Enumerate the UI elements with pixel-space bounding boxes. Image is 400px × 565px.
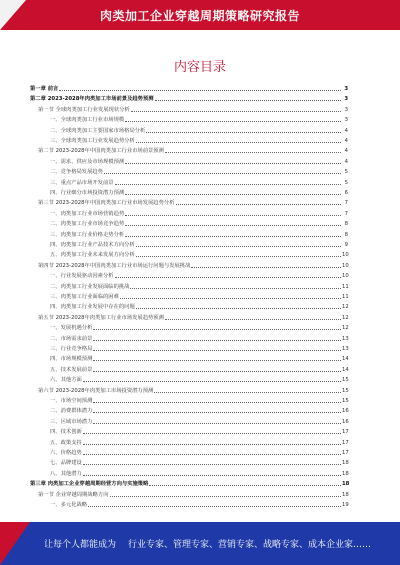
toc-entry-title: 二、肉类加工行业市场竞争趋势 [50, 221, 125, 228]
toc-entry-title: 三、区域市场潜力 [50, 418, 93, 425]
toc-entry-title: 五、技术发展前景 [50, 366, 93, 373]
toc-entry-title: 一、市场空间预测 [50, 398, 93, 404]
toc-leader-dots [125, 225, 341, 226]
toc-entry[interactable] [30, 230, 348, 238]
toc-page-number: 13 [342, 346, 349, 352]
toc-entry-title: 二、肉类加工行业发展面临的挑战 [50, 283, 130, 290]
toc-entry-title: 第一章 前言 [30, 86, 59, 92]
toc-entry-title: 第一节 企业穿越周期战略方向 [38, 491, 109, 498]
toc-page-number: 5 [344, 179, 348, 186]
toc-entry[interactable] [30, 438, 348, 446]
toc-page-number: 17 [342, 429, 349, 436]
toc-entry[interactable] [30, 323, 348, 331]
toc-entry[interactable] [30, 136, 348, 144]
report-title: 肉类加工企业穿越周期策略研究报告 [99, 9, 300, 23]
toc-entry-title: 五、政策支持 [50, 439, 82, 446]
toc-leader-dots [115, 277, 341, 278]
toc-entry-title: 第二章 2023-2028年肉类加工市场前景及趋势预测 [30, 96, 154, 103]
toc-page-number: 11 [342, 283, 349, 290]
toc-page-number: 10 [342, 262, 349, 269]
toc-leader-dots [136, 308, 341, 309]
toc-page-number: 12 [342, 304, 349, 311]
toc-leader-dots [154, 392, 341, 393]
toc-leader-dots [93, 402, 341, 403]
toc-entry-title: 一、行业发展驱动因素分析 [50, 273, 114, 280]
toc-leader-dots [130, 288, 341, 289]
toc-entry[interactable] [30, 396, 348, 404]
toc-page-number: 4 [344, 138, 348, 144]
toc-leader-dots [88, 506, 341, 507]
toc-page-number: 13 [342, 335, 349, 342]
toc-entry[interactable] [30, 406, 348, 414]
toc-entry[interactable] [30, 105, 348, 113]
toc-entry[interactable] [30, 490, 348, 498]
toc-page-number: 16 [342, 408, 349, 415]
toc-entry[interactable] [30, 479, 348, 487]
toc-entry[interactable] [30, 375, 348, 383]
toc-entry-title: 四、肉类加工行业发展中存在的问题 [50, 304, 135, 311]
toc-page-number: 12 [342, 325, 349, 332]
toc-leader-dots [93, 340, 341, 341]
toc-page-number: 4 [344, 148, 348, 155]
toc-page-number: 11 [342, 294, 349, 300]
toc-entry[interactable] [30, 386, 348, 394]
toc-heading: 内容目录 [173, 60, 226, 75]
toc-entry-title: 六、其他方面 [50, 377, 82, 384]
toc-page-number: 4 [344, 127, 348, 134]
toc-entry[interactable] [30, 240, 348, 248]
toc-page-number: 19 [342, 502, 349, 508]
toc-page-number: 3 [344, 86, 348, 92]
toc-page-number: 10 [342, 273, 349, 280]
toc-entry[interactable] [30, 167, 348, 175]
toc-page-number: 3 [344, 96, 348, 103]
toc-entry[interactable] [30, 365, 348, 373]
toc-page-number: 14 [342, 356, 349, 363]
toc-leader-dots [125, 194, 341, 195]
toc-entry[interactable] [30, 282, 348, 290]
toc-entry[interactable] [30, 115, 348, 123]
toc-leader-dots [146, 132, 341, 133]
toc-page-number: 18 [342, 470, 349, 477]
toc-entry-title: 一、发展机遇分析 [50, 325, 93, 332]
toc-entry-title: 三、全球肉类加工行业发展趋势分析 [50, 138, 135, 144]
toc-leader-dots [104, 173, 341, 174]
toc-page-number: 14 [342, 366, 349, 373]
toc-leader-dots [176, 204, 342, 205]
toc-leader-dots [93, 329, 341, 330]
toc-page-number: 10 [342, 252, 349, 259]
toc-leader-dots [83, 433, 341, 434]
toc-entry[interactable] [30, 271, 348, 279]
toc-page-number: 17 [342, 450, 349, 456]
toc-page-number: 8 [344, 231, 348, 238]
toc-entry-title: 第三章 肉类加工企业穿越周期经营方向与实施策略 [30, 481, 149, 488]
toc-entry[interactable] [30, 417, 348, 425]
toc-leader-dots [83, 444, 341, 445]
toc-entry-title: 四、技术创新 [50, 429, 82, 436]
toc-page-number: 18 [342, 481, 350, 488]
toc-page-number: 6 [344, 190, 348, 196]
toc-entry-title: 第五节 2023-2028年肉类加工行业市场发展趋势预测 [38, 314, 164, 321]
toc-leader-dots [59, 90, 341, 91]
toc-entry-title: 三、重点产品市场开发前景 [50, 179, 114, 186]
toc-page-number: 15 [342, 398, 349, 404]
toc-page-number: 16 [342, 418, 349, 425]
toc-entry[interactable] [30, 334, 348, 342]
toc-page-number: 3 [344, 106, 348, 113]
toc-entry-title: 四、市场规模预测 [50, 356, 93, 363]
toc-entry[interactable] [30, 302, 348, 310]
toc-leader-dots [83, 464, 341, 465]
toc-leader-dots [125, 121, 341, 122]
toc-page-number: 7 [344, 210, 348, 217]
toc-entry[interactable] [30, 458, 348, 466]
toc-entry-title: 三、肉类加工行业面临的困难 [50, 294, 119, 300]
toc-entry-title: 五、肉类加工行业未来发展方向分析 [50, 252, 135, 259]
toc-entry-title: 二、全球肉类加工主要国家市场格局分析 [50, 127, 146, 134]
toc-page-number: 3 [344, 117, 348, 124]
toc-entry-title: 六、价格趋势 [50, 450, 82, 456]
toc-page-number: 18 [342, 491, 349, 498]
toc-leader-dots [115, 184, 341, 185]
toc-page-number: 7 [344, 200, 348, 207]
toc-entry-title: 四、肉类加工行业产品技术方向分析 [50, 242, 135, 248]
toc-entry[interactable] [30, 94, 348, 102]
toc-entry-title: 八、其他潜力 [50, 470, 82, 477]
toc-entry[interactable] [30, 469, 348, 477]
toc-leader-dots [136, 256, 341, 257]
toc-page-number: 8 [344, 221, 348, 228]
toc-entry-title: 二、市场需求前景 [50, 335, 93, 342]
toc-entry[interactable] [30, 313, 348, 321]
toc-leader-dots [83, 454, 341, 455]
footer-expert-list: 行业专家、管理专家、营销专家、战略专家、成本企业家…… [128, 540, 372, 550]
toc-entry-title: 第二节 2023-2028年中国肉类加工行业市场前景预测 [38, 148, 164, 155]
header-banner [0, 0, 400, 30]
toc-entry-title: 第四节 2023-2028年中国肉类加工行业市场运行问题与发展挑战 [38, 262, 191, 269]
toc-leader-dots [110, 496, 341, 497]
toc-entry-title: 一、需求、供应及市场规模预测 [50, 158, 125, 165]
toc-entry[interactable] [30, 292, 348, 300]
toc-entry[interactable] [30, 157, 348, 165]
toc-entry-title: 三、肉类加工行业价格走势分析 [50, 231, 125, 238]
toc-page-number: 9 [344, 242, 348, 248]
toc-entry[interactable] [30, 219, 348, 227]
toc-page-number: 18 [342, 460, 349, 467]
toc-entry[interactable] [30, 261, 348, 269]
toc-entry[interactable] [30, 448, 348, 456]
toc-leader-dots [136, 246, 341, 247]
toc-leader-dots [125, 215, 341, 216]
toc-leader-dots [83, 381, 341, 382]
toc-leader-dots [93, 360, 341, 361]
toc-leader-dots [120, 298, 341, 299]
toc-entry[interactable] [30, 209, 348, 217]
toc-entry-title: 第三节 2023-2028年中国肉类加工行业市场发展趋势分析 [38, 200, 175, 207]
toc-leader-dots [125, 236, 341, 237]
footer-slogan: 让每个人都能成为 [44, 540, 117, 550]
toc-entry-title: 二、竞争格局发展趋势 [50, 169, 103, 176]
toc-leader-dots [93, 371, 341, 372]
toc-page-number: 12 [342, 314, 349, 321]
toc-leader-dots [125, 163, 341, 164]
toc-page-number: 4 [344, 158, 348, 165]
toc-entry[interactable] [30, 188, 348, 196]
toc-entry[interactable] [30, 84, 348, 92]
toc-leader-dots [136, 142, 341, 143]
footer-banner [0, 522, 400, 565]
toc-entry-title: 一、肉类加工行业市场营销趋势 [50, 210, 125, 217]
toc-entry[interactable] [30, 250, 348, 258]
toc-leader-dots [165, 319, 341, 320]
toc-entry[interactable] [30, 126, 348, 134]
toc-leader-dots [191, 267, 341, 268]
toc-entry[interactable] [30, 344, 348, 352]
toc-page-number: 17 [342, 439, 349, 446]
toc-entry[interactable] [30, 500, 348, 508]
toc-leader-dots [93, 412, 341, 413]
toc-entry[interactable] [30, 198, 348, 206]
toc-entry-title: 二、消费群体潜力 [50, 408, 93, 415]
toc-leader-dots [155, 100, 341, 101]
toc-leader-dots [83, 475, 341, 476]
toc-entry-title: 一、多元化战略 [50, 502, 88, 508]
toc-entry-title: 七、品牌建设 [50, 460, 82, 467]
toc-entry-title: 一、全球肉类加工行业市场规模 [50, 117, 125, 124]
toc-entry[interactable] [30, 427, 348, 435]
toc-leader-dots [149, 485, 341, 486]
toc-entry[interactable] [30, 178, 348, 186]
toc-page-number: 15 [342, 377, 349, 384]
toc-leader-dots [131, 111, 341, 112]
toc-entry-title: 第一节 全球肉类加工行业发展现状分析 [38, 106, 130, 113]
toc-leader-dots [93, 350, 341, 351]
toc-leader-dots [93, 423, 341, 424]
toc-leader-dots [165, 152, 341, 153]
toc-entry[interactable] [30, 354, 348, 362]
toc-entry-title: 四、行业细分市场投资潜力预测 [50, 190, 125, 196]
footer-accent [0, 522, 30, 565]
toc-page-number: 15 [342, 387, 349, 394]
toc-entry-title: 三、行业竞争格局 [50, 346, 93, 352]
toc-entry-title: 第六节 2023-2028年肉类加工市场投资潜力预测 [38, 387, 154, 394]
toc-entry[interactable] [30, 146, 348, 154]
toc-page-number: 5 [344, 169, 348, 176]
